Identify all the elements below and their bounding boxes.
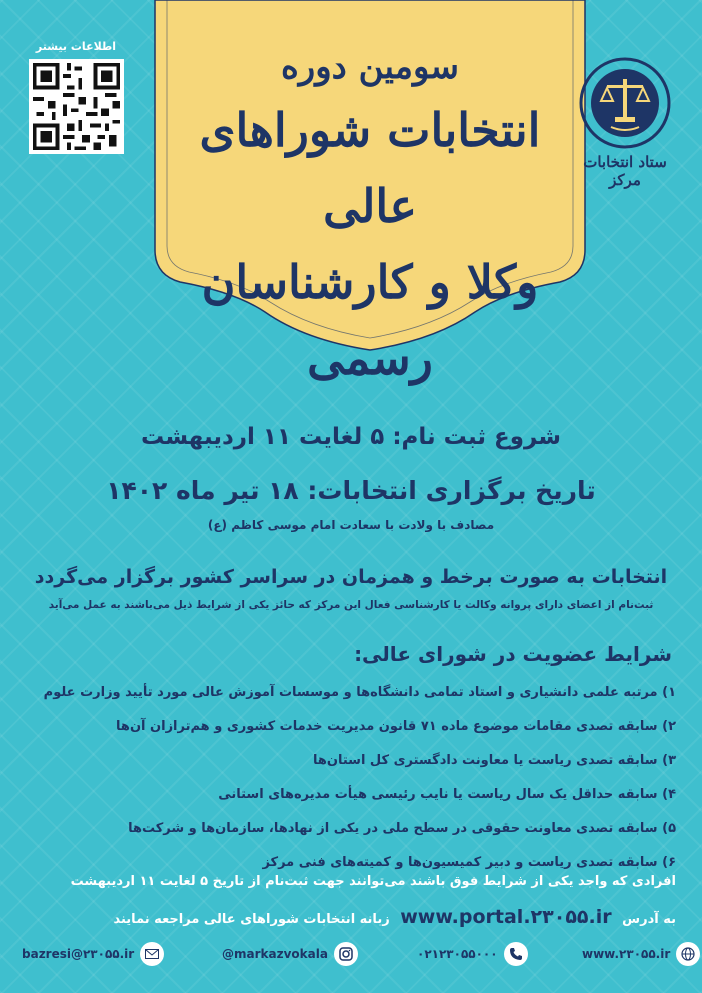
phone-number: ۰۲۱۲۳۰۵۵۰۰۰ bbox=[417, 947, 498, 961]
logo-section bbox=[570, 55, 680, 189]
election-date: تاریخ برگزاری انتخابات: ۱۸ تیر ماه ۱۴۰۲ bbox=[106, 476, 596, 505]
title-line-2: انتخابات شوراهای عالی bbox=[199, 103, 541, 233]
contacts-bar bbox=[22, 942, 682, 972]
email-address: bazresi@۲۳۰۵۵.ir bbox=[22, 947, 135, 961]
condition-item: ۱) مرتبه علمی دانشیاری و استاد تمامی دانشگاه‌ها و موسسات آموزش عالی مورد تأیید وزارت علوم bbox=[43, 685, 676, 700]
title-block bbox=[160, 28, 580, 385]
footer-note-prefix: به آدرس bbox=[622, 912, 676, 927]
qr-section bbox=[26, 40, 126, 154]
instagram-icon bbox=[334, 942, 358, 966]
footer-note-2 bbox=[16, 906, 676, 928]
condition-item: ۳) سابقه تصدی ریاست یا معاونت دادگستری کل استان‌ها bbox=[312, 753, 676, 768]
globe-icon bbox=[676, 942, 700, 966]
condition-item: ۲) سابقه تصدی مقامات موضوع ماده ۷۱ قانون مدیریت خدمات کشوری و هم‌ترازان آن‌ها bbox=[116, 719, 676, 734]
scales-of-justice-logo-icon bbox=[577, 55, 673, 151]
email-contact[interactable] bbox=[22, 942, 164, 966]
conditions-title: شرایط عضویت در شورای عالی: bbox=[354, 642, 672, 666]
portal-url-link[interactable]: www.portal.۲۳۰۵۵.ir bbox=[400, 906, 612, 928]
condition-item: ۴) سابقه حداقل یک سال ریاست یا نایب رئیسی هیأت مدیره‌های استانی bbox=[218, 787, 676, 802]
phone-contact[interactable] bbox=[417, 942, 528, 966]
qr-label: اطلاعات بیشتر bbox=[35, 40, 117, 53]
election-date-note: مصادف با ولادت با سعادت امام موسی کاظم (ع) bbox=[207, 518, 495, 532]
condition-item: ۵) سابقه تصدی معاونت حقوقی در سطح ملی در یکی از نهادها، سازمان‌ها و شرکت‌ها bbox=[128, 821, 676, 836]
instagram-contact[interactable] bbox=[222, 942, 358, 966]
instagram-handle: @markazvokala bbox=[222, 947, 328, 961]
qr-code-icon[interactable] bbox=[29, 59, 124, 154]
website-contact[interactable] bbox=[582, 942, 700, 966]
envelope-icon bbox=[140, 942, 164, 966]
phone-icon bbox=[504, 942, 528, 966]
website-address: www.۲۳۰۵۵.ir bbox=[582, 947, 671, 961]
registration-eligibility-note: ثبت‌نام از اعضای دارای پروانه وکالت یا کارشناسی فعال این مرکز که حائز یکی از شرایط ذیل می‌باشند به عمل می‌آید bbox=[48, 599, 654, 611]
title-line-1: سومین دوره bbox=[280, 47, 460, 87]
footer-note-suffix: زبانه انتخابات شوراهای عالی مراجعه نمایند bbox=[113, 912, 390, 927]
footer-note-1: افرادی که واجد یکی از شرایط فوق باشند می‌توانند جهت ثبت‌نام از تاریخ ۵ لغایت ۱۱ اردیبهشت bbox=[70, 874, 676, 889]
condition-item: ۶) سابقه تصدی ریاست و دبیر کمیسیون‌ها و کمیته‌های فنی مرکز bbox=[262, 855, 676, 870]
conditions-list bbox=[16, 676, 676, 880]
online-election-headline: انتخابات به صورت برخط و همزمان در سراسر کشور برگزار می‌گردد bbox=[34, 566, 668, 588]
logo-caption: ستاد انتخابات مرکز bbox=[583, 153, 667, 189]
registration-dates: شروع ثبت نام: ۵ لغایت ۱۱ اردیبهشت bbox=[141, 424, 561, 450]
title-line-3: وکلا و کارشناسان رسمی bbox=[201, 255, 539, 385]
